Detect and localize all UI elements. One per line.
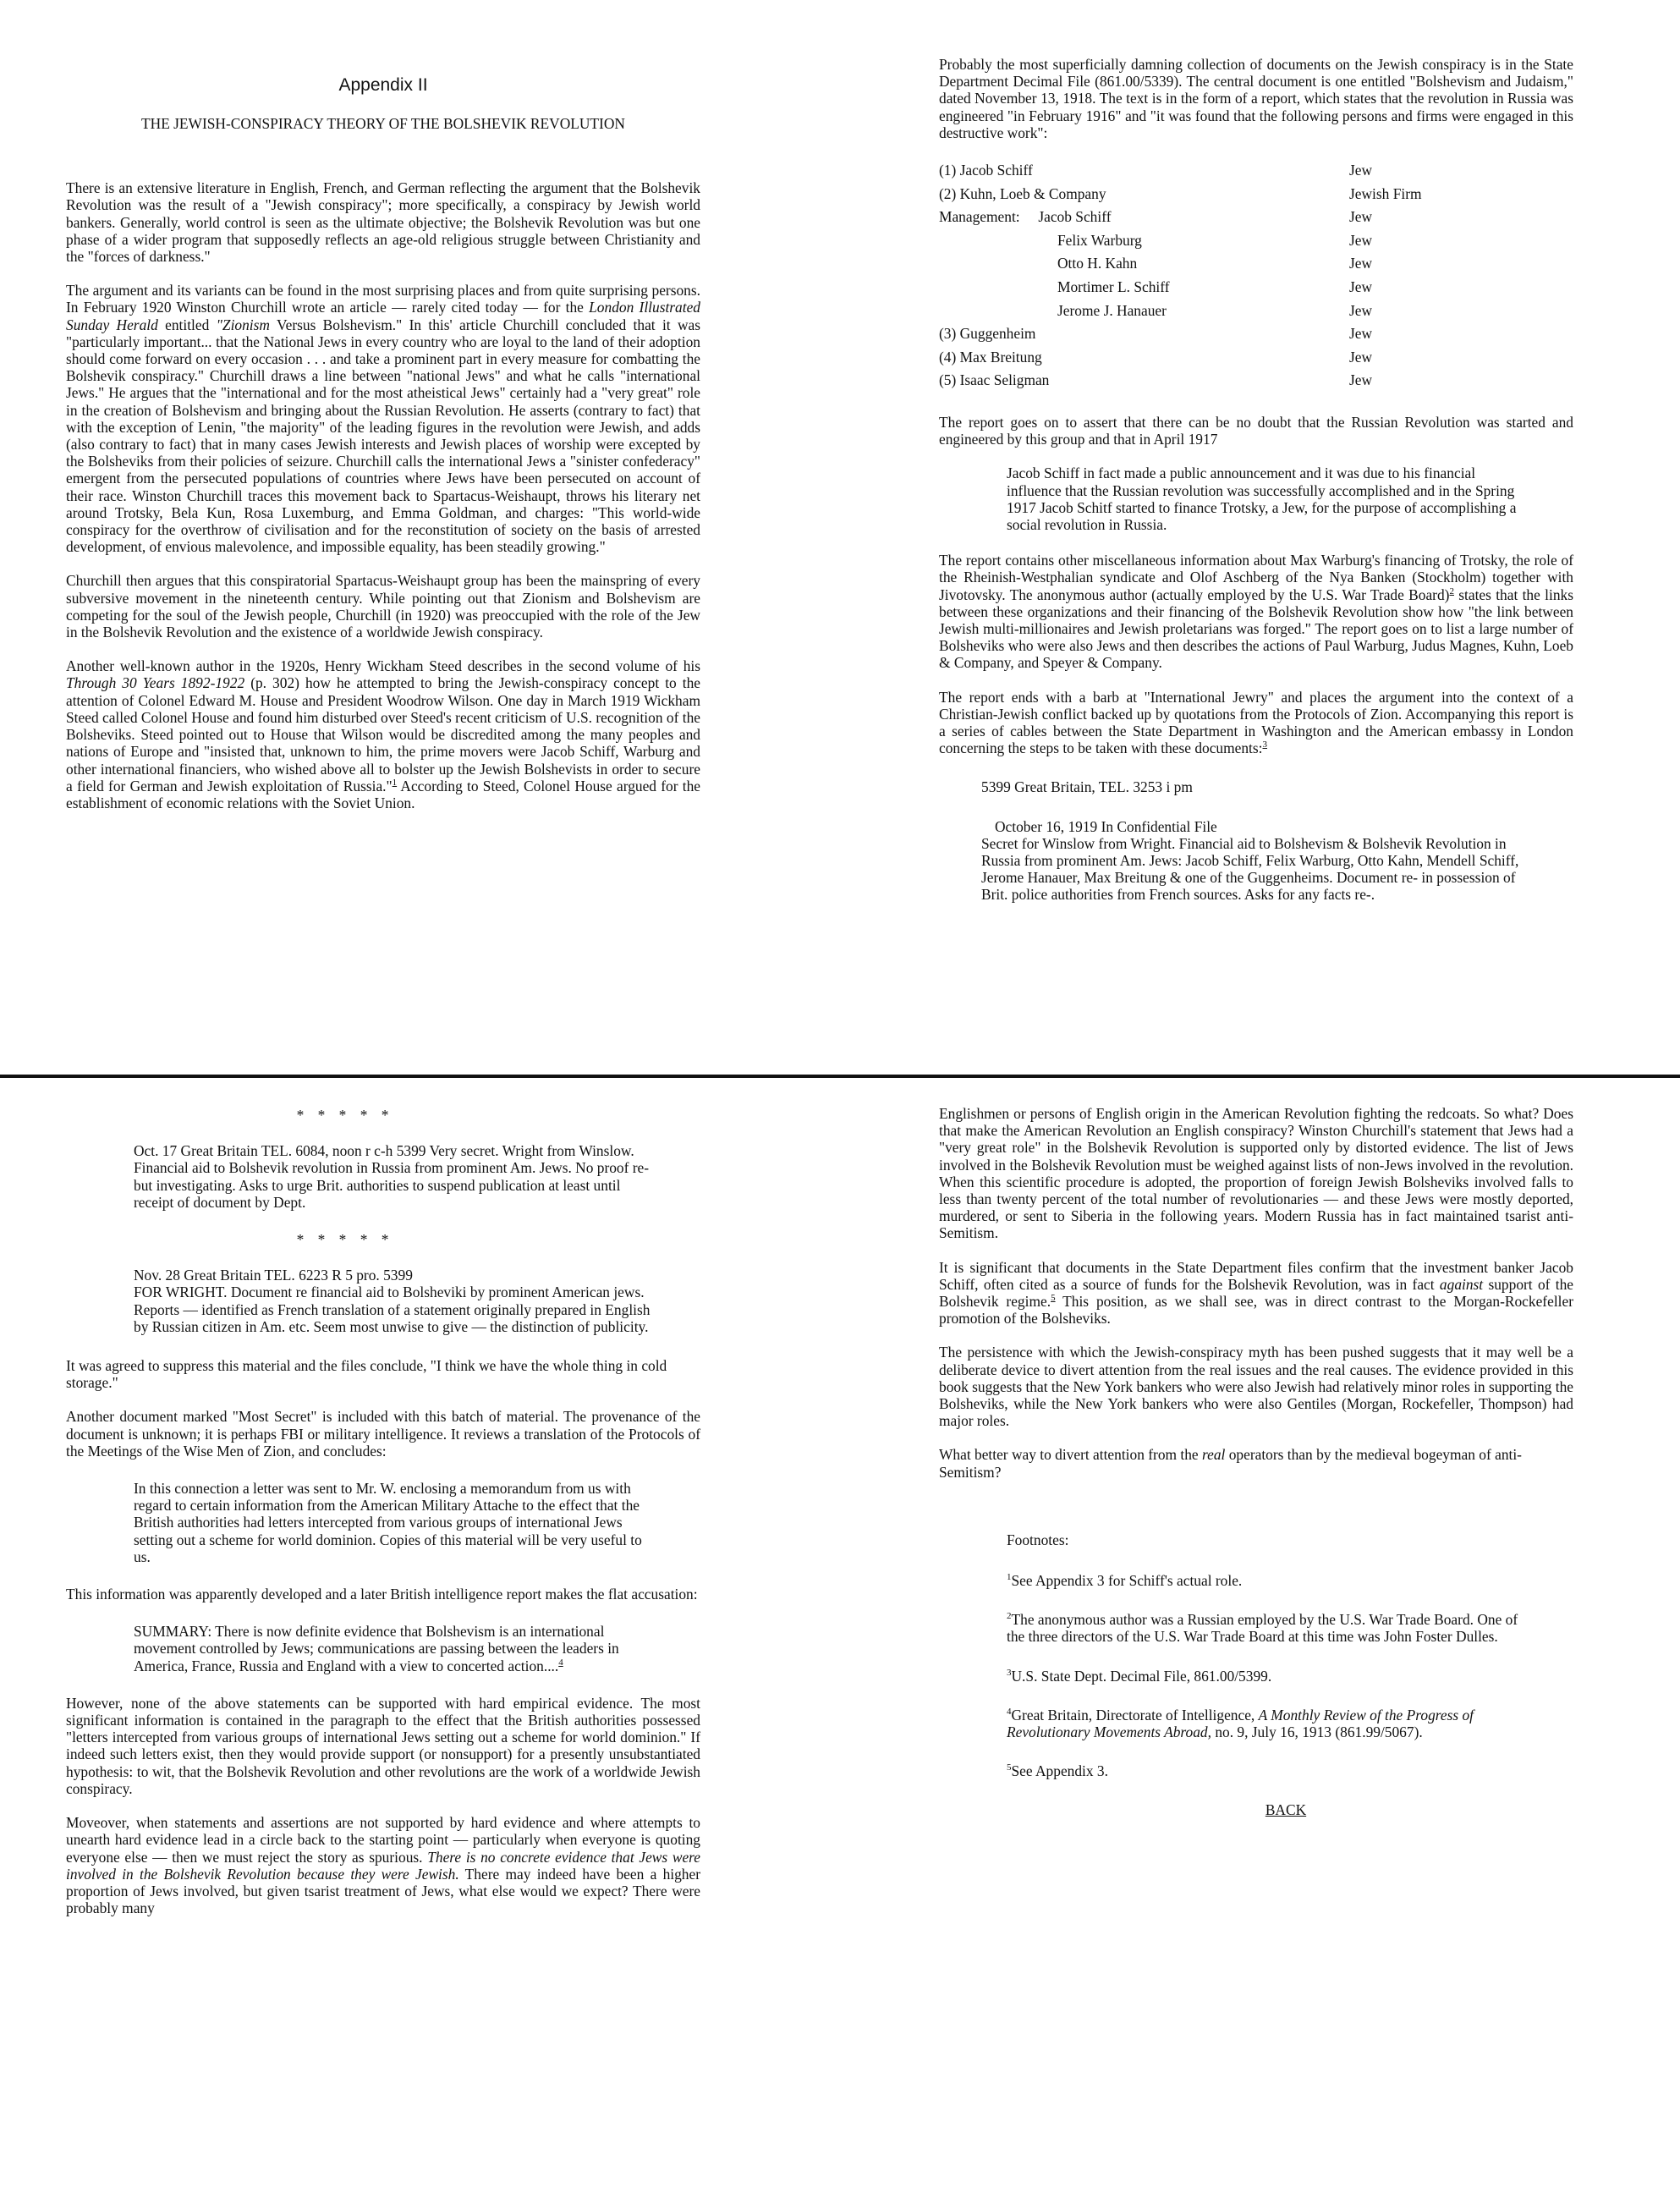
table-row [939, 302, 1447, 326]
person-name: Management: Jacob Schiff [939, 208, 1112, 226]
table-row [939, 232, 1447, 256]
person-type: Jew [1349, 301, 1373, 319]
page-divider [0, 1075, 1680, 1078]
paragraph: The argument and its variants can be found in the most surprising places and from quite surprising persons. In February 1920 Winston Churchill wrote an article — rarely cited today — for the London Illustrated Sunday Herald entitled "Zionism Versus Bolshevism." In this' article Churchill concluded that it was "particularly important... that the National Jews in every country who are loyal to the land of their adoption should come forward on every occasion . . . and take a prominent part in every measure for combatting the Bolshevik conspiracy." Churchill draws a line between "national Jews" and what he calls "international Jews." He argues that the "international and for the most atheistical Jews" certainly had a "very great" role in the creation of Bolshevism and bringing about the Russian Revolution. He asserts (contrary to fact) that with the exception of Lenin, "the majority" of the leading figures in the revolution were Jewish, and adds (also contrary to fact) that in many cases Jewish interests and Jewish places of worship were excepted by the Bolsheviks from their policies of seizure. Churchill calls the international Jews a "sinister confederacy" emergent from the persecuted populations of countries where Jews have been persecuted on account of their race. Winston Churchill traces this movement back to Spartacus-Weishaupt, throws his literary net around Trotsky, Bela Kun, Rosa Luxemburg, and Emma Goldman, and charges: "This world-wide conspiracy for the overthrow of civilisation and for the reconstitution of society on the basis of arrested development, of envious malevolence, and impossible equality, has been steadily growing." [66, 282, 700, 556]
appendix-title: THE JEWISH-CONSPIRACY THEORY OF THE BOLSHEVIK REVOLUTION [141, 115, 625, 132]
paragraph: Probably the most superficially damning collection of documents on the Jewish conspiracy is in the State Department Decimal File (861.00/5339). The central document is one entitled "Bolshevism and Judaism," dated November 13, 1918. The text is in the form of a report, which states that the revolution in Russia was engineered "in February 1916" and "it was found that the following persons and firms were engaged in this destructive work": [939, 56, 1573, 141]
table-row [939, 371, 1447, 395]
person-type: Jew [1349, 325, 1373, 343]
person-name: (4) Max Breitung [939, 348, 1042, 366]
block-quote: Jacob Schiff in fact made a public announcement and it was due to his financial influence that the Russian revolution was successfully accomplished and in the Spring 1917 Jacob Schitf started to finance Trotsky, a Jew, for the purpose of accomplishing a social revolution in Russia. [1007, 465, 1517, 533]
person-name: (1) Jacob Schiff [939, 162, 1033, 179]
page4-column [939, 1105, 1573, 1819]
appendix-heading: Appendix II [338, 75, 428, 95]
person-type: Jew [1349, 208, 1373, 226]
footnotes-title: Footnotes: [1007, 1531, 1069, 1548]
person-name: (5) Isaac Seligman [939, 371, 1050, 389]
section-separator: * * * * * [296, 1231, 394, 1249]
person-type: Jew [1349, 255, 1373, 272]
person-name: Felix Warburg [1057, 231, 1142, 249]
block-quote: SUMMARY: There is now definite evidence that Bolshevism is an international movement controlled by Jews; communications are passing between the leaders in America, France, Russia and England with a view to concerted action....$^4$ [134, 1623, 619, 1674]
footnote-ref[interactable]: 2 [1449, 585, 1454, 596]
section-separator: * * * * * [296, 1107, 394, 1124]
paragraph: What better way to divert attention from the real operators than by the medieval bogeyman of anti-Semitism? [939, 1446, 1522, 1481]
footnote: $^3$U.S. State Dept. Decimal File, 861.00/5399. [1007, 1667, 1272, 1685]
paragraph: Englishmen or persons of English origin in the American Revolution fighting the redcoats. So what? Does that make the American Revolution an English conspiracy? Winston Churchill's statement that Jews had a "very great role" in the Bolshevik Revolution is supported only by distorted evidence. The list of Jews involved in the Bolshevik Revolution must be weighed against lists of non-Jews involved in the revolution. When this scientific procedure is adopted, the proportion of foreign Jewish Bolsheviks involved falls to less than twenty percent of the total number of revolutionaries — and these Jews were mostly deported, murdered, or sent to Siberia in the following years. Modern Russia has in fact maintained tsarist anti-Semitism. [939, 1105, 1573, 1242]
paragraph: This information was apparently developed and a later British intelligence report makes the flat accusation: [66, 1586, 698, 1603]
footnote-ref[interactable]: 1 [392, 777, 398, 788]
person-type: Jew [1349, 278, 1373, 295]
footnote: $^4$Great Britain, Directorate of Intelligence, A Monthly Review of the Progress of Revolutionary Movements Abroad, no. 9, July 16, 1913 (861.99/5067). [1007, 1706, 1474, 1741]
person-name: (3) Guggenheim [939, 325, 1036, 343]
paragraph: The report ends with a barb at "International Jewry" and places the argument into the context of a Christian-Jewish conflict backed up by quotations from the Protocols of Zion. Accompanying this report is a series of cables between the State Department in Washington and the American embassy in London concerning the steps to be taken with these documents:$^3$ [939, 688, 1573, 757]
person-name: Mortimer L. Schiff [1057, 278, 1170, 295]
table-row [939, 255, 1447, 278]
person-type: Jew [1349, 231, 1373, 249]
paragraph: The report contains other miscellaneous information about Max Warburg's financing of Trotsky, the role of the Rheinish-Westphalian syndicate and Olof Aschberg of the Nya Banken (Stockholm) together with Jivotovsky. The anonymous author (actually employed by the U.S. War Trade Board)$^2$ states that the links between these organizations and their financing of the Bolshevik Revolution show how "the link between Jewish multi-millionaires and Jewish proletarians was forged." The report goes on to list a large number of Bolsheviks who were also Jews and then describes the actions of Paul Warburg, Judus Magnes, Kuhn, Loeb & Company, and Speyer & Company. [939, 552, 1573, 672]
paragraph: Another document marked "Most Secret" is included with this batch of material. The provenance of the document is unknown; it is perhaps FBI or military intelligence. It reviews a translation of the Protocols of the Meetings of the Wise Men of Zion, and concludes: [66, 1408, 700, 1460]
footnote: $^1$See Appendix 3 for Schiff's actual role. [1007, 1572, 1243, 1590]
footnote-ref[interactable]: 4 [558, 1657, 563, 1668]
person-name: Otto H. Kahn [1057, 255, 1138, 272]
person-name: (2) Kuhn, Loeb & Company [939, 184, 1106, 202]
table-row [939, 185, 1447, 209]
footnote-ref[interactable]: 3 [1262, 739, 1267, 750]
footnote-ref[interactable]: 5 [1051, 1293, 1056, 1304]
table-row [939, 325, 1447, 349]
footnotes [939, 1531, 1573, 1780]
paragraph: There is an extensive literature in English, French, and German reflecting the argument that the Bolshevik Revolution was the result of a "Jewish conspiracy"; more specifically, a conspiracy by Jewish world bankers. Generally, world control is seen as the ultimate objective; the Bolshevik Revolution was but one phase of a wider program that supposedly reflects an age-old religious struggle between Christianity and the "forces of darkness." [66, 179, 700, 266]
page3-column [66, 1107, 700, 1933]
block-quote: In this connection a letter was sent to Mr. W. enclosing a memorandum from us with regard to certain information from the American Military Attache to the effect that the British authorities had letters intercepted from various groups of international Jews setting out a scheme for world dominion. Copies of this material will be very useful to us. [134, 1480, 642, 1565]
table-row [939, 208, 1447, 232]
back-link[interactable]: BACK [1265, 1801, 1307, 1819]
cable-quote: 5399 Great Britain, TEL. 3253 i pm October 16, 1919 In Confidential File Secret for Winslow from Wright. Financial aid to Bolshevism & Bolshevik Revolution in Russia from prominent Am. Jews: Jacob Schiff, Felix Warburg, Otto Kahn, Mendell Schiff, Jerome Hanauer, Max Breitung & one of the Guggenheims. Document re- in possession of Brit. police authorities from French sources. Asks for any facts re-. [981, 778, 1519, 904]
paragraph: It was agreed to suppress this material and the files conclude, "I think we have the whole thing in cold storage." [66, 1357, 667, 1392]
table-row [939, 349, 1447, 372]
person-name: Jerome J. Hanauer [1057, 301, 1167, 319]
person-type: Jewish Firm [1349, 184, 1422, 202]
person-type: Jew [1349, 162, 1373, 179]
person-type: Jew [1349, 348, 1373, 366]
paragraph: The persistence with which the Jewish-conspiracy myth has been pushed suggests that it may well be a deliberate device to divert attention from the real issues and the real causes. The evidence provided in this book suggests that the New York bankers who were also Jewish had relatively minor roles in supporting the Bolsheviks, while the New York bankers who were also Gentiles (Morgan, Rockefeller, Thompson) had major roles. [939, 1344, 1573, 1430]
paragraph: The report goes on to assert that there can be no doubt that the Russian Revolution was started and engineered by this group and that in April 1917 [939, 413, 1573, 448]
cable-quote: Nov. 28 Great Britain TEL. 6223 R 5 pro. 5399 FOR WRIGHT. Document re financial aid to Bolsheviki by prominent American jews. Reports — identified as French translation of a statement originally prepared in English by Russian citizen in Am. etc. Seem most unwise to give — the distinction of publicity. [134, 1267, 651, 1335]
person-type: Jew [1349, 371, 1373, 389]
footnote: $^5$See Appendix 3. [1007, 1762, 1108, 1780]
paragraph: Another well-known author in the 1920s, Henry Wickham Steed describes in the second volume of his Through 30 Years 1892-1922 (p. 302) how he attempted to bring the Jewish-conspiracy concept to the attention of Colonel Edward M. House and President Woodrow Wilson. One day in March 1919 Wickham Steed called Colonel House and found him disturbed over Steed's recent criticism of U.S. recognition of the Bolsheviks. Steed pointed out to House that Wilson would be discredited among the many peoples and nations of Europe and "insisted that, unknown to him, the prime movers were Jacob Schiff, Warburg and other international financiers, who wished above all to bolster up the Jewish Bolshevists in order to secure a field for German and Jewish exploitation of Russia."$^1$ According to Steed, Colonel House argued for the establishment of economic relations with the Soviet Union. [66, 657, 701, 811]
footnote: $^2$The anonymous author was a Russian employed by the U.S. War Trade Board. One of the three directors of the U.S. War Trade Board at this time was John Foster Dulles. [1007, 1611, 1518, 1646]
paragraph: Churchill then argues that this conspiratorial Spartacus-Weishaupt group has been the mainspring of every subversive movement in the nineteenth century. While pointing out that Zionism and Bolshevism are competing for the soul of the Jewish people, Churchill (in 1920) was preoccupied with the role of the Jew in the Bolshevik Revolution and the existence of a worldwide Jewish conspiracy. [66, 572, 700, 641]
table-row [939, 162, 1447, 185]
page1-column [66, 74, 700, 828]
persons-firms-table [939, 162, 1447, 395]
paragraph: It is significant that documents in the State Department files confirm that the investment banker Jacob Schiff, often cited as a source of funds for the Bolshevik Revolution, was in fact against support of the Bolshevik regime.$^5$ This position, as we shall see, was in direct contrast to the Morgan-Rockefeller promotion of the Bolsheviks. [939, 1258, 1574, 1328]
table-row [939, 278, 1447, 302]
cable-quote: Oct. 17 Great Britain TEL. 6084, noon r c-h 5399 Very secret. Wright from Winslow. Financial aid to Bolshevik revolution in Russia from prominent Am. Jews. No proof re- but investigating. Asks to urge Brit. authorities to suspend publication at least until receipt of document by Dept. [134, 1142, 650, 1211]
page2-column [939, 56, 1573, 904]
paragraph: Moveover, when statements and assertions are not supported by hard evidence and where attempts to unearth hard evidence lead in a circle back to the starting point — particularly when everyone is quoting everyone else — then we must reject the story as spurious. There is no concrete evidence that Jews were involved in the Bolshevik Revolution because they were Jewish. There may indeed have been a higher proportion of Jews involved, but given tsarist treatment of Jews, what else would we expect? There were probably many [66, 1814, 701, 1917]
paragraph: However, none of the above statements can be supported with hard empirical evidence. The most significant information is contained in the paragraph to the effect that the British authorities possessed "letters intercepted from various groups of international Jews setting out a scheme for world dominion." If indeed such letters exist, then they would provide support (or nonsupport) for a presently unsubstantiated hypothesis: to wit, that the Bolshevik Revolution and other revolutions are the work of a worldwide Jewish conspiracy. [66, 1694, 700, 1797]
